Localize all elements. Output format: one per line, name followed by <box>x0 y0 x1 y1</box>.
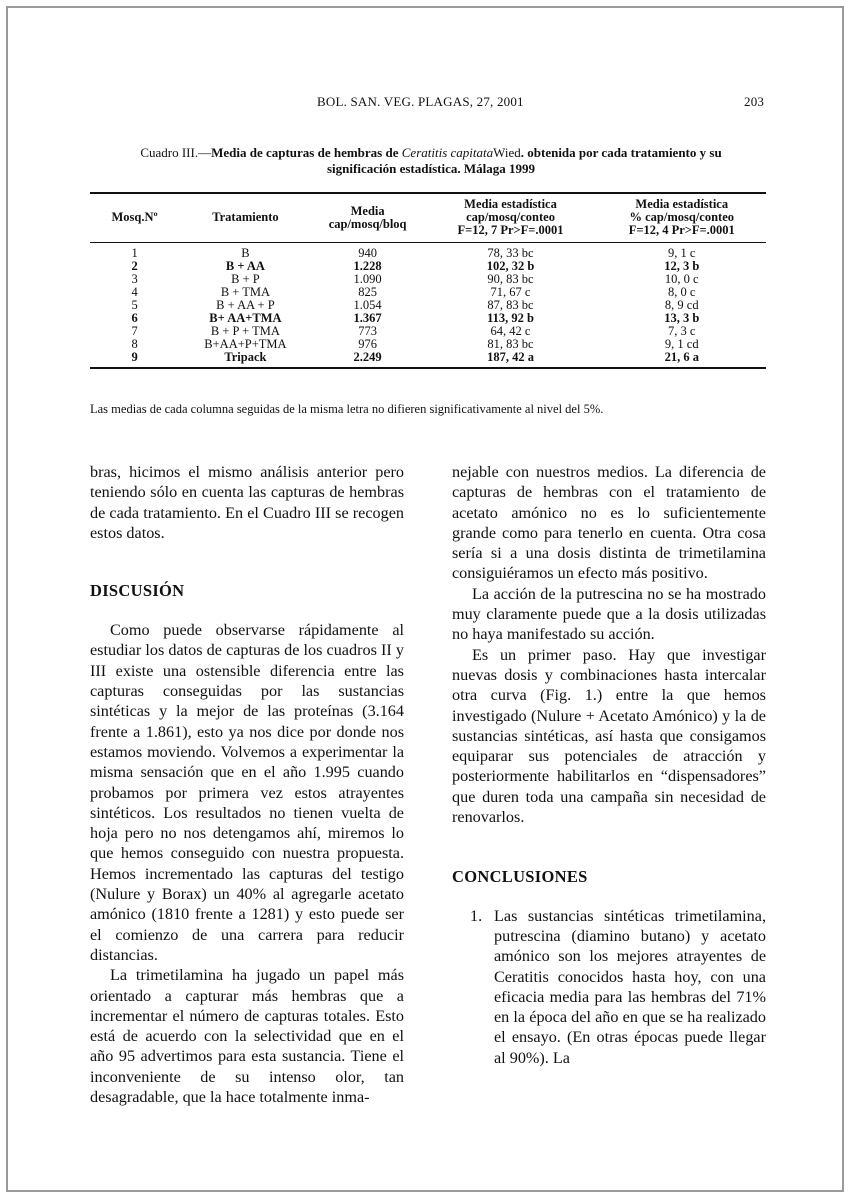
cell-media: 1.090 <box>353 272 382 286</box>
cell-media-estadistica-1: 64, 42 c <box>490 324 531 338</box>
cell-tratamiento: Tripack <box>179 351 312 368</box>
cell-mosq: 5 <box>131 298 138 312</box>
left-intro-paragraph: bras, hicimos el mismo análisis anterior pero teniendo sólo en cuenta las capturas de hembras de cada tratamiento. En el Cuadro III se recogen estos datos. <box>90 463 404 542</box>
header-media-line1: Media <box>350 203 385 218</box>
cell-media-estadistica-1: 78, 33 bc <box>487 246 534 260</box>
cell-mosq: 8 <box>131 337 138 351</box>
cell-media: 1.367 <box>353 311 382 325</box>
cell-media: 773 <box>358 324 377 338</box>
header-media-estadistica-2 <box>598 193 766 243</box>
cell-mosq: 1 <box>131 246 138 260</box>
cell-tratamiento: B + P <box>231 272 260 286</box>
cell-media-estadistica-2: 10, 0 c <box>664 272 699 286</box>
cell-mosq: 4 <box>131 285 138 299</box>
discussion-paragraph-1: Como puede observarse rápidamente al estudiar los datos de capturas de los cuadros II y III existe una ostensible diferencia entre las capturas conseguidas por las sustancias sintéticas y la mejor de las proteínas (3.164 frente a 1.861), esto ya nos dice por donde nos estamos moviendo. Volvemos a experimentar la misma sensación que en el año 1.995 cuando probamos por primera vez estos atrayentes sintéticos. Los resultados no tienen vuelta de hoja pero no nos detengamos ahí, miremos lo que hemos conseguido con nuestra propuesta. Hemos incrementado las capturas del testigo (Nulure y Borax) un 40% al agregarle acetato amónico (1810 frente a 1281) y esto puede ser el comienzo de una carrera para reducir distancias. <box>90 621 404 964</box>
right-paragraph-3: Es un primer paso. Hay que investigar nuevas dosis y combinaciones hasta intercalar otra curva (Fig. 1.) entre la que hemos investigado (Nulure + Acetato Amónico) y la de sustancias sintéticas, así hasta que consigamos equiparar sus potenciales de atracción y posteriormente habilitarlos en “dispensadores” que duren toda una campaña sin necesidad de renovarlos. <box>452 645 766 827</box>
cell-mosq: 3 <box>131 272 138 286</box>
header-est1-line2: cap/mosq/conteo <box>466 210 555 224</box>
cell-media: 825 <box>358 285 377 299</box>
table-header-row <box>90 193 766 243</box>
header-est1-line3: F=12, 7 Pr>F=.0001 <box>457 223 564 237</box>
cell-media-estadistica-1: 113, 92 b <box>487 311 534 325</box>
table-caption <box>120 145 742 177</box>
cell-tratamiento: B + AA + P <box>216 298 275 312</box>
conclusions-heading: CONCLUSIONES <box>452 867 588 887</box>
cell-media-estadistica-2: 7, 3 c <box>668 324 696 338</box>
table-row <box>90 273 766 286</box>
results-table-wrapper <box>90 192 766 369</box>
table-row <box>90 243 766 261</box>
conclusion-item-1-number: 1. <box>470 906 483 925</box>
cell-tratamiento: B + AA <box>225 259 265 273</box>
cell-media: 2.249 <box>312 351 424 368</box>
cell-mosq: 2 <box>131 259 138 273</box>
discussion-heading: DISCUSIÓN <box>90 581 185 600</box>
cell-tratamiento: B+AA+P+TMA <box>204 337 287 351</box>
header-media-estadistica-1 <box>424 193 598 243</box>
header-tratamiento: Tratamiento <box>179 193 312 243</box>
cell-tratamiento: B + TMA <box>220 285 271 299</box>
cell-media-estadistica-2: 8, 9 cd <box>664 298 699 312</box>
cell-media-estadistica-2: 9, 1 cd <box>664 337 699 351</box>
table-body <box>90 243 766 369</box>
page-number: 203 <box>744 94 765 109</box>
cell-media: 940 <box>358 246 377 260</box>
caption-bold-part-1: Media de capturas de hembras de <box>211 145 402 160</box>
cell-media-estadistica-2: 12, 3 b <box>664 259 700 273</box>
cell-media-estadistica-2: 13, 3 b <box>664 311 700 325</box>
cell-media: 1.054 <box>353 298 382 312</box>
cell-tratamiento: B+ AA+TMA <box>209 311 282 325</box>
table-row <box>90 351 766 368</box>
cell-mosq: 7 <box>131 324 138 338</box>
cell-media: 976 <box>358 337 377 351</box>
caption-prefix: Cuadro III.— <box>140 145 212 160</box>
cell-media-estadistica-1: 81, 83 bc <box>487 337 534 351</box>
cell-media-estadistica-2: 9, 1 c <box>668 246 696 260</box>
cell-mosq: 9 <box>90 351 179 368</box>
cell-tratamiento: B <box>241 246 250 260</box>
right-paragraph-2: La acción de la putrescina no se ha mostrado muy claramente puede que a la dosis utilizadas no haya manifestado su acción. <box>452 584 766 644</box>
discussion-paragraph-2: La trimetilamina ha jugado un papel más orientado a capturar más hembras que a incrementar el número de capturas totales. Esto está de acuerdo con la selectividad que en el año 95 advertimos para esta sustancia. Tiene el inconveniente de su intenso olor, tan desagradable, que la hace totalmente inma- <box>90 966 404 1107</box>
header-media-line2: cap/mosq/bloq <box>328 216 407 231</box>
header-est1-line1: Media estadística <box>464 197 557 211</box>
cell-mosq: 6 <box>131 311 138 325</box>
header-est2-line2: % cap/mosq/conteo <box>629 210 735 224</box>
conclusion-item-1-text: Las sustancias sintéticas trimetilamina, putrescina (diamino butano) y acetato amónico son los mejores atrayentes de Ceratitis conocidos hasta hoy, con una eficacia media para las hembras del 71% en la época del año en que se ha realizado el ensayo. (En otras épocas puede llegar al 90%). La <box>494 906 766 1067</box>
caption-author: Wied <box>493 145 521 160</box>
cell-media-estadistica-1: 87, 83 bc <box>487 298 534 312</box>
right-column <box>452 462 766 1068</box>
cell-media: 1.228 <box>353 259 382 273</box>
journal-citation: BOL. SAN. VEG. PLAGAS, 27, 2001 <box>317 94 524 109</box>
results-table <box>90 192 766 369</box>
cell-tratamiento: B + P + TMA <box>210 324 280 338</box>
header-media <box>312 193 424 243</box>
table-footnote: Las medias de cada columna seguidas de la misma letra no difieren significativamente al nivel del 5%. <box>90 402 604 416</box>
cell-media-estadistica-2: 8, 0 c <box>668 285 696 299</box>
cell-media-estadistica-2: 21, 6 a <box>598 351 766 368</box>
caption-species: Ceratitis capitata <box>401 145 494 160</box>
caption-bold-part-2: . obtenida por cada tratamiento y su significación estadística. Málaga 1999 <box>327 145 722 176</box>
cell-media-estadistica-1: 71, 67 c <box>490 285 531 299</box>
cell-media-estadistica-1: 102, 32 b <box>486 259 535 273</box>
header-est2-line1: Media estadística <box>635 197 729 211</box>
conclusion-item-1 <box>452 906 766 1068</box>
cell-media-estadistica-1: 90, 83 bc <box>487 272 534 286</box>
table-row <box>90 312 766 325</box>
cell-media-estadistica-1: 187, 42 a <box>424 351 598 368</box>
header-mosq: Mosq.Nº <box>90 193 179 243</box>
left-column <box>90 462 404 1107</box>
header-est2-line3: F=12, 4 Pr>F=.0001 <box>628 223 735 237</box>
right-paragraph-1: nejable con nuestros medios. La diferencia de capturas de hembras con el tratamiento de acetato amónico no es lo suficientemente grande como para tenerlo en cuenta. Otra cosa sería si a una dosis distinta de trimetilamina consiguiéramos un efecto más positivo. <box>452 463 766 583</box>
running-header <box>0 94 852 114</box>
